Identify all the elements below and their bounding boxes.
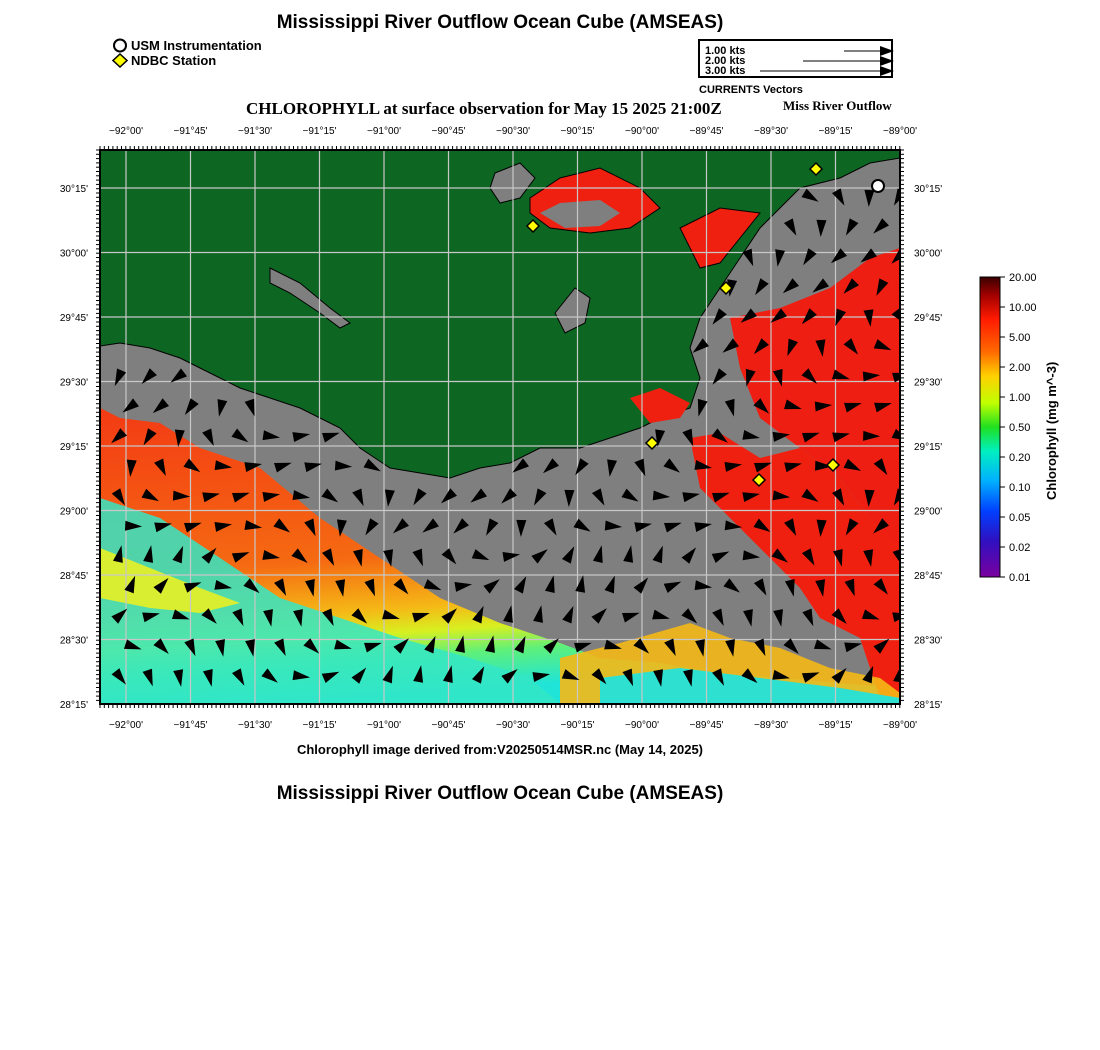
lon-tick-label-top: −90°30' (496, 126, 530, 137)
lat-tick-label-right: 28°15' (914, 700, 943, 711)
lat-tick-label-left: 30°00' (59, 248, 88, 260)
lon-tick-label-bottom: −91°15' (302, 720, 337, 731)
lat-tick-label-right: 29°15' (914, 442, 943, 453)
observation-title: CHLOROPHYLL at surface observation for May 15 2025 21:00Z (246, 99, 722, 118)
lon-tick-label-bottom: −90°30' (496, 720, 530, 731)
current-vector-arrow (892, 612, 910, 622)
lon-tick-label-top: −90°15' (560, 126, 595, 137)
lat-tick-label-right: 30°15' (914, 184, 943, 195)
lon-tick-label-top: −89°45' (689, 126, 724, 137)
lon-tick-label-top: −89°30' (754, 126, 788, 137)
colorbar-tick-label: 10.00 (1009, 302, 1037, 314)
lat-tick-label-right: 28°45' (914, 571, 943, 582)
lat-tick-label-left: 29°30' (59, 377, 88, 389)
colorbar-title: Chlorophyll (mg m^-3) (1044, 361, 1059, 500)
colorbar-tick-label: 2.00 (1009, 362, 1031, 374)
current-vector-arrow (905, 341, 922, 351)
source-caption: Chlorophyll image derived from:V20250514MSR.nc (May 14, 2025) (296, 742, 704, 757)
lon-tick-label-bottom: −89°15' (818, 720, 853, 731)
current-vector-arrow (905, 401, 922, 411)
vector-label-3: 3.00 kts (705, 65, 746, 77)
lat-tick-label-left: 30°15' (59, 184, 88, 195)
lon-tick-label-top: −91°45' (173, 126, 208, 137)
lat-tick-label-left: 29°15' (59, 442, 88, 453)
lon-tick-label-top: −90°45' (431, 126, 466, 137)
lon-tick-label-bottom: −89°45' (689, 720, 724, 731)
lon-tick-label-bottom: −90°45' (431, 720, 466, 731)
colorbar-tick-label: 0.02 (1009, 542, 1031, 554)
vector-scale-box (698, 39, 893, 78)
lon-tick-label-top: −91°00' (367, 126, 401, 137)
legend-usm (112, 38, 262, 53)
usm-marker-icon (112, 38, 128, 53)
colorbar (975, 270, 1055, 585)
current-vector-arrow (906, 280, 916, 297)
current-vector-arrow (906, 160, 916, 177)
lon-tick-label-top: −91°15' (302, 126, 337, 137)
usm-station-marker (872, 180, 884, 192)
lon-tick-label-top: −91°30' (238, 126, 272, 137)
lat-tick-label-left: 28°15' (59, 700, 88, 711)
lat-tick-label-right: 29°30' (914, 377, 943, 389)
colorbar-tick-label: 20.00 (1009, 272, 1037, 284)
colorbar-tick-label: 0.20 (1009, 452, 1031, 464)
lat-tick-label-left: 29°00' (59, 506, 88, 518)
colorbar-gradient (980, 277, 1000, 577)
lon-tick-label-bottom: −91°30' (238, 720, 272, 731)
lat-tick-label-left: 29°45' (59, 313, 88, 324)
page-title: Mississippi River Outflow Ocean Cube (AMSEAS) (276, 12, 724, 33)
lon-tick-label-bottom: −89°30' (754, 720, 788, 731)
vector-caption: CURRENTS Vectors (699, 84, 803, 96)
station-legend (112, 38, 262, 68)
vector-label-1: 1.00 kts (705, 45, 746, 57)
current-vector-arrow (902, 218, 919, 232)
vector-label-2: 2.00 kts (705, 55, 746, 67)
colorbar-tick-label: 0.50 (1009, 422, 1031, 434)
lon-tick-label-top: −92°00' (109, 126, 143, 137)
colorbar-tick-label: 1.00 (1009, 392, 1031, 404)
colorbar-tick-label: 0.01 (1009, 572, 1031, 584)
current-vector-arrow (906, 460, 916, 477)
colorbar-tick-label: 0.10 (1009, 482, 1031, 494)
lon-tick-label-bottom: −91°45' (173, 720, 208, 731)
current-vector-arrow (902, 518, 919, 532)
lat-tick-label-left: 28°45' (59, 571, 88, 582)
colorbar-ticks (1000, 272, 1037, 584)
bottom-title: Mississippi River Outflow Ocean Cube (AMSEAS) (276, 783, 724, 804)
map-content (100, 150, 922, 704)
lon-tick-label-bottom: −89°00' (883, 720, 917, 731)
lon-tick-label-top: −89°00' (883, 126, 917, 137)
lat-tick-label-right: 28°30' (914, 635, 943, 647)
lat-tick-label-right: 30°00' (914, 248, 943, 260)
outflow-label: Miss River Outflow (783, 98, 892, 113)
lon-tick-label-bottom: −92°00' (109, 720, 143, 731)
ndbc-marker-icon (112, 53, 128, 68)
lon-tick-label-top: −90°00' (625, 126, 659, 137)
legend-usm-label: USM Instrumentation (131, 38, 262, 53)
colorbar-tick-label: 5.00 (1009, 332, 1031, 344)
lat-tick-label-right: 29°00' (914, 506, 943, 518)
lon-tick-label-bottom: −91°00' (367, 720, 401, 731)
lat-tick-label-right: 29°45' (914, 313, 943, 324)
lon-tick-label-bottom: −90°00' (625, 720, 659, 731)
vector-scale-arrows (700, 41, 895, 80)
legend-ndbc (112, 53, 262, 68)
legend-ndbc-label: NDBC Station (131, 53, 217, 68)
lat-tick-label-left: 28°30' (59, 635, 88, 647)
lon-tick-label-top: −89°15' (818, 126, 853, 137)
colorbar-tick-label: 0.05 (1009, 512, 1031, 524)
chlorophyll-map (0, 118, 960, 738)
lon-tick-label-bottom: −90°15' (560, 720, 595, 731)
